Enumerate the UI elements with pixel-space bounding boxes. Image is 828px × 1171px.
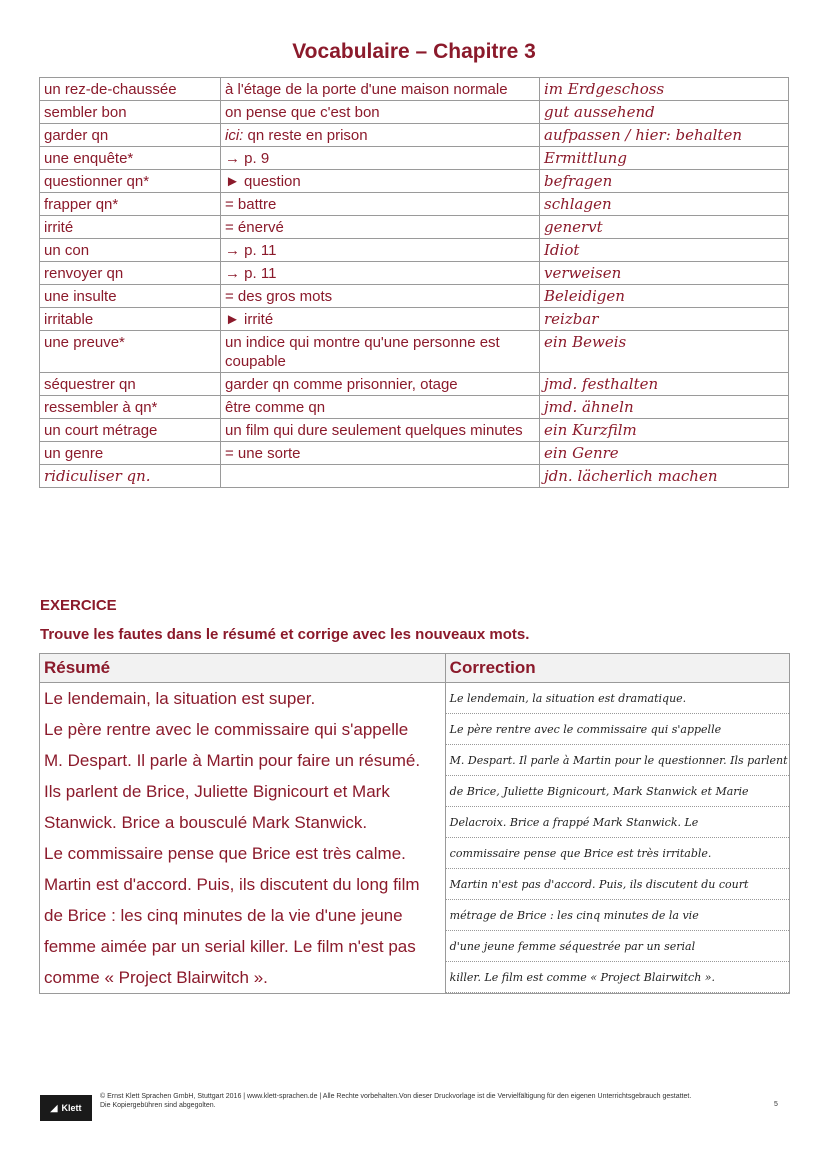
vocab-row (40, 193, 789, 216)
vocab-handwritten-note: Ermittlung (540, 147, 789, 170)
vocab-term: une enquête* (40, 147, 221, 170)
vocab-definition (221, 396, 540, 419)
vocab-definition (221, 442, 540, 465)
vocab-row (40, 442, 789, 465)
vocab-row (40, 124, 789, 147)
logo-mark-icon: ◢ (50, 1102, 58, 1113)
vocab-row (40, 101, 789, 124)
definition-text: qn reste en prison (247, 127, 368, 144)
definition-text: → p. 11 (225, 242, 277, 259)
resume-line: Ils parlent de Brice, Juliette Bignicourt et Mark (44, 782, 390, 801)
vocab-row (40, 373, 789, 396)
vocab-term: garder qn (40, 124, 221, 147)
vocab-handwritten-note: ein Kurzfilm (540, 419, 789, 442)
vocab-definition (221, 373, 540, 396)
vocab-row (40, 465, 789, 488)
vocab-definition (221, 216, 540, 239)
vocab-term: une insulte (40, 285, 221, 308)
vocab-term: sembler bon (40, 101, 221, 124)
vocab-definition (221, 78, 540, 101)
correction-line: Martin n'est pas d'accord. Puis, ils discutent du court (446, 869, 789, 900)
vocab-definition (221, 147, 540, 170)
vocabulary-table (39, 77, 789, 488)
vocab-handwritten-note: ein Genre (540, 442, 789, 465)
vocab-definition (221, 262, 540, 285)
correction-line: Le père rentre avec le commissaire qui s'appelle (446, 714, 789, 745)
resume-line: femme aimée par un serial killer. Le film n'est pas (44, 937, 416, 956)
vocab-row (40, 285, 789, 308)
vocab-handwritten-note: befragen (540, 170, 789, 193)
definition-text: garder qn comme prisonnier, otage (225, 376, 458, 393)
vocab-row (40, 419, 789, 442)
vocab-definition (221, 101, 540, 124)
vocab-handwritten-note: ein Beweis (540, 331, 789, 373)
vocab-row (40, 239, 789, 262)
vocab-row (40, 396, 789, 419)
vocab-term: questionner qn* (40, 170, 221, 193)
footer-copyright (100, 1092, 691, 1110)
definition-text: on pense que c'est bon (225, 104, 380, 121)
correction-line: Le lendemain, la situation est dramatique. (446, 683, 789, 714)
vocab-handwritten-note: Idiot (540, 239, 789, 262)
vocab-row (40, 308, 789, 331)
vocab-row (40, 147, 789, 170)
vocab-term: un rez-de-chaussée (40, 78, 221, 101)
resume-cell (40, 683, 446, 994)
vocab-term: un court métrage (40, 419, 221, 442)
vocab-term: une preuve* (40, 331, 221, 373)
definition-text: ► question (225, 173, 301, 190)
vocab-definition (221, 193, 540, 216)
vocab-definition (221, 239, 540, 262)
vocab-definition (221, 419, 540, 442)
exercise-instruction: Trouve les fautes dans le résumé et corrige avec les nouveaux mots. (40, 626, 530, 643)
vocab-term: frapper qn* (40, 193, 221, 216)
correction-line: de Brice, Juliette Bignicourt, Mark Stanwick et Marie (446, 776, 789, 807)
resume-line: Le lendemain, la situation est super. (44, 689, 316, 708)
vocab-term: un genre (40, 442, 221, 465)
vocab-definition (221, 308, 540, 331)
correction-line: métrage de Brice : les cinq minutes de la vie (446, 900, 789, 931)
resume-line: Le père rentre avec le commissaire qui s'appelle (44, 720, 409, 739)
correction-line: Delacroix. Brice a frappé Mark Stanwick. Le (446, 807, 789, 838)
vocab-term: renvoyer qn (40, 262, 221, 285)
vocab-definition (221, 124, 540, 147)
exercise-heading: EXERCICE (40, 597, 117, 614)
vocab-handwritten-note: im Erdgeschoss (540, 78, 789, 101)
definition-text: ► irrité (225, 311, 274, 328)
vocab-row (40, 262, 789, 285)
vocab-handwritten-note: gut aussehend (540, 101, 789, 124)
footer-line-1: © Ernst Klett Sprachen GmbH, Stuttgart 2016 | www.klett-sprachen.de | Alle Rechte vorbehalten.Von dieser Druckvorlage ist die Vervielfältigung für den eigenen Unterrichtsgebrauch gestattet. (100, 1093, 692, 1100)
vocab-handwritten-note: reizbar (540, 308, 789, 331)
definition-text: = énervé (225, 219, 284, 236)
vocab-definition (221, 285, 540, 308)
definition-text: un film qui dure seulement quelques minutes (225, 422, 523, 439)
page-number: 5 (774, 1101, 778, 1108)
vocab-handwritten-note: jmd. festhalten (540, 373, 789, 396)
correction-line: M. Despart. Il parle à Martin pour le questionner. Ils parlent (446, 745, 789, 776)
vocab-row (40, 331, 789, 373)
vocab-term: irrité (40, 216, 221, 239)
vocab-row (40, 170, 789, 193)
correction-line: d'une jeune femme séquestrée par un serial (446, 931, 789, 962)
summary-table (39, 653, 790, 994)
resume-line: Martin est d'accord. Puis, ils discutent du long film (44, 875, 420, 894)
definition-text: un indice qui montre qu'une personne est coupable (225, 334, 500, 370)
klett-logo (40, 1095, 92, 1121)
vocab-handwritten-note: genervt (540, 216, 789, 239)
vocab-definition (221, 170, 540, 193)
vocab-definition (221, 331, 540, 373)
resume-line: de Brice : les cinq minutes de la vie d'une jeune (44, 906, 403, 925)
vocab-term: séquestrer qn (40, 373, 221, 396)
resume-line: Stanwick. Brice a bousculé Mark Stanwick. (44, 813, 368, 832)
footer-line-2: Die Kopiergebühren sind abgegolten. (100, 1102, 216, 1109)
vocab-term: ridiculiser qn. (40, 465, 221, 488)
correction-header: Correction (445, 654, 789, 683)
vocab-handwritten-note: Beleidigen (540, 285, 789, 308)
definition-text: → p. 11 (225, 265, 277, 282)
resume-header: Résumé (40, 654, 446, 683)
definition-text: = une sorte (225, 445, 301, 462)
vocab-term: ressembler à qn* (40, 396, 221, 419)
correction-line: commissaire pense que Brice est très irritable. (446, 838, 789, 869)
resume-line: M. Despart. Il parle à Martin pour faire un résumé. (44, 751, 421, 770)
logo-text: Klett (61, 1103, 82, 1113)
correction-line: killer. Le film est comme « Project Blairwitch ». (446, 962, 789, 993)
definition-text: à l'étage de la porte d'une maison normale (225, 81, 508, 98)
definition-prefix: ici: (225, 127, 244, 144)
definition-text: = des gros mots (225, 288, 333, 305)
correction-cell (445, 683, 789, 994)
vocab-handwritten-note: jmd. ähneln (540, 396, 789, 419)
definition-text: → p. 9 (225, 150, 270, 167)
vocab-row (40, 216, 789, 239)
resume-line: comme « Project Blairwitch ». (44, 968, 268, 987)
vocab-handwritten-note: jdn. lächerlich machen (540, 465, 789, 488)
vocab-term: irritable (40, 308, 221, 331)
vocab-term: un con (40, 239, 221, 262)
resume-line: Le commissaire pense que Brice est très calme. (44, 844, 406, 863)
vocab-handwritten-note: verweisen (540, 262, 789, 285)
definition-text: = battre (225, 196, 277, 213)
page-title: Vocabulaire – Chapitre 3 (292, 40, 536, 63)
vocab-row (40, 78, 789, 101)
definition-text: être comme qn (225, 399, 326, 416)
vocab-handwritten-note: aufpassen / hier: behalten (540, 124, 789, 147)
vocab-definition (221, 465, 540, 488)
vocab-handwritten-note: schlagen (540, 193, 789, 216)
